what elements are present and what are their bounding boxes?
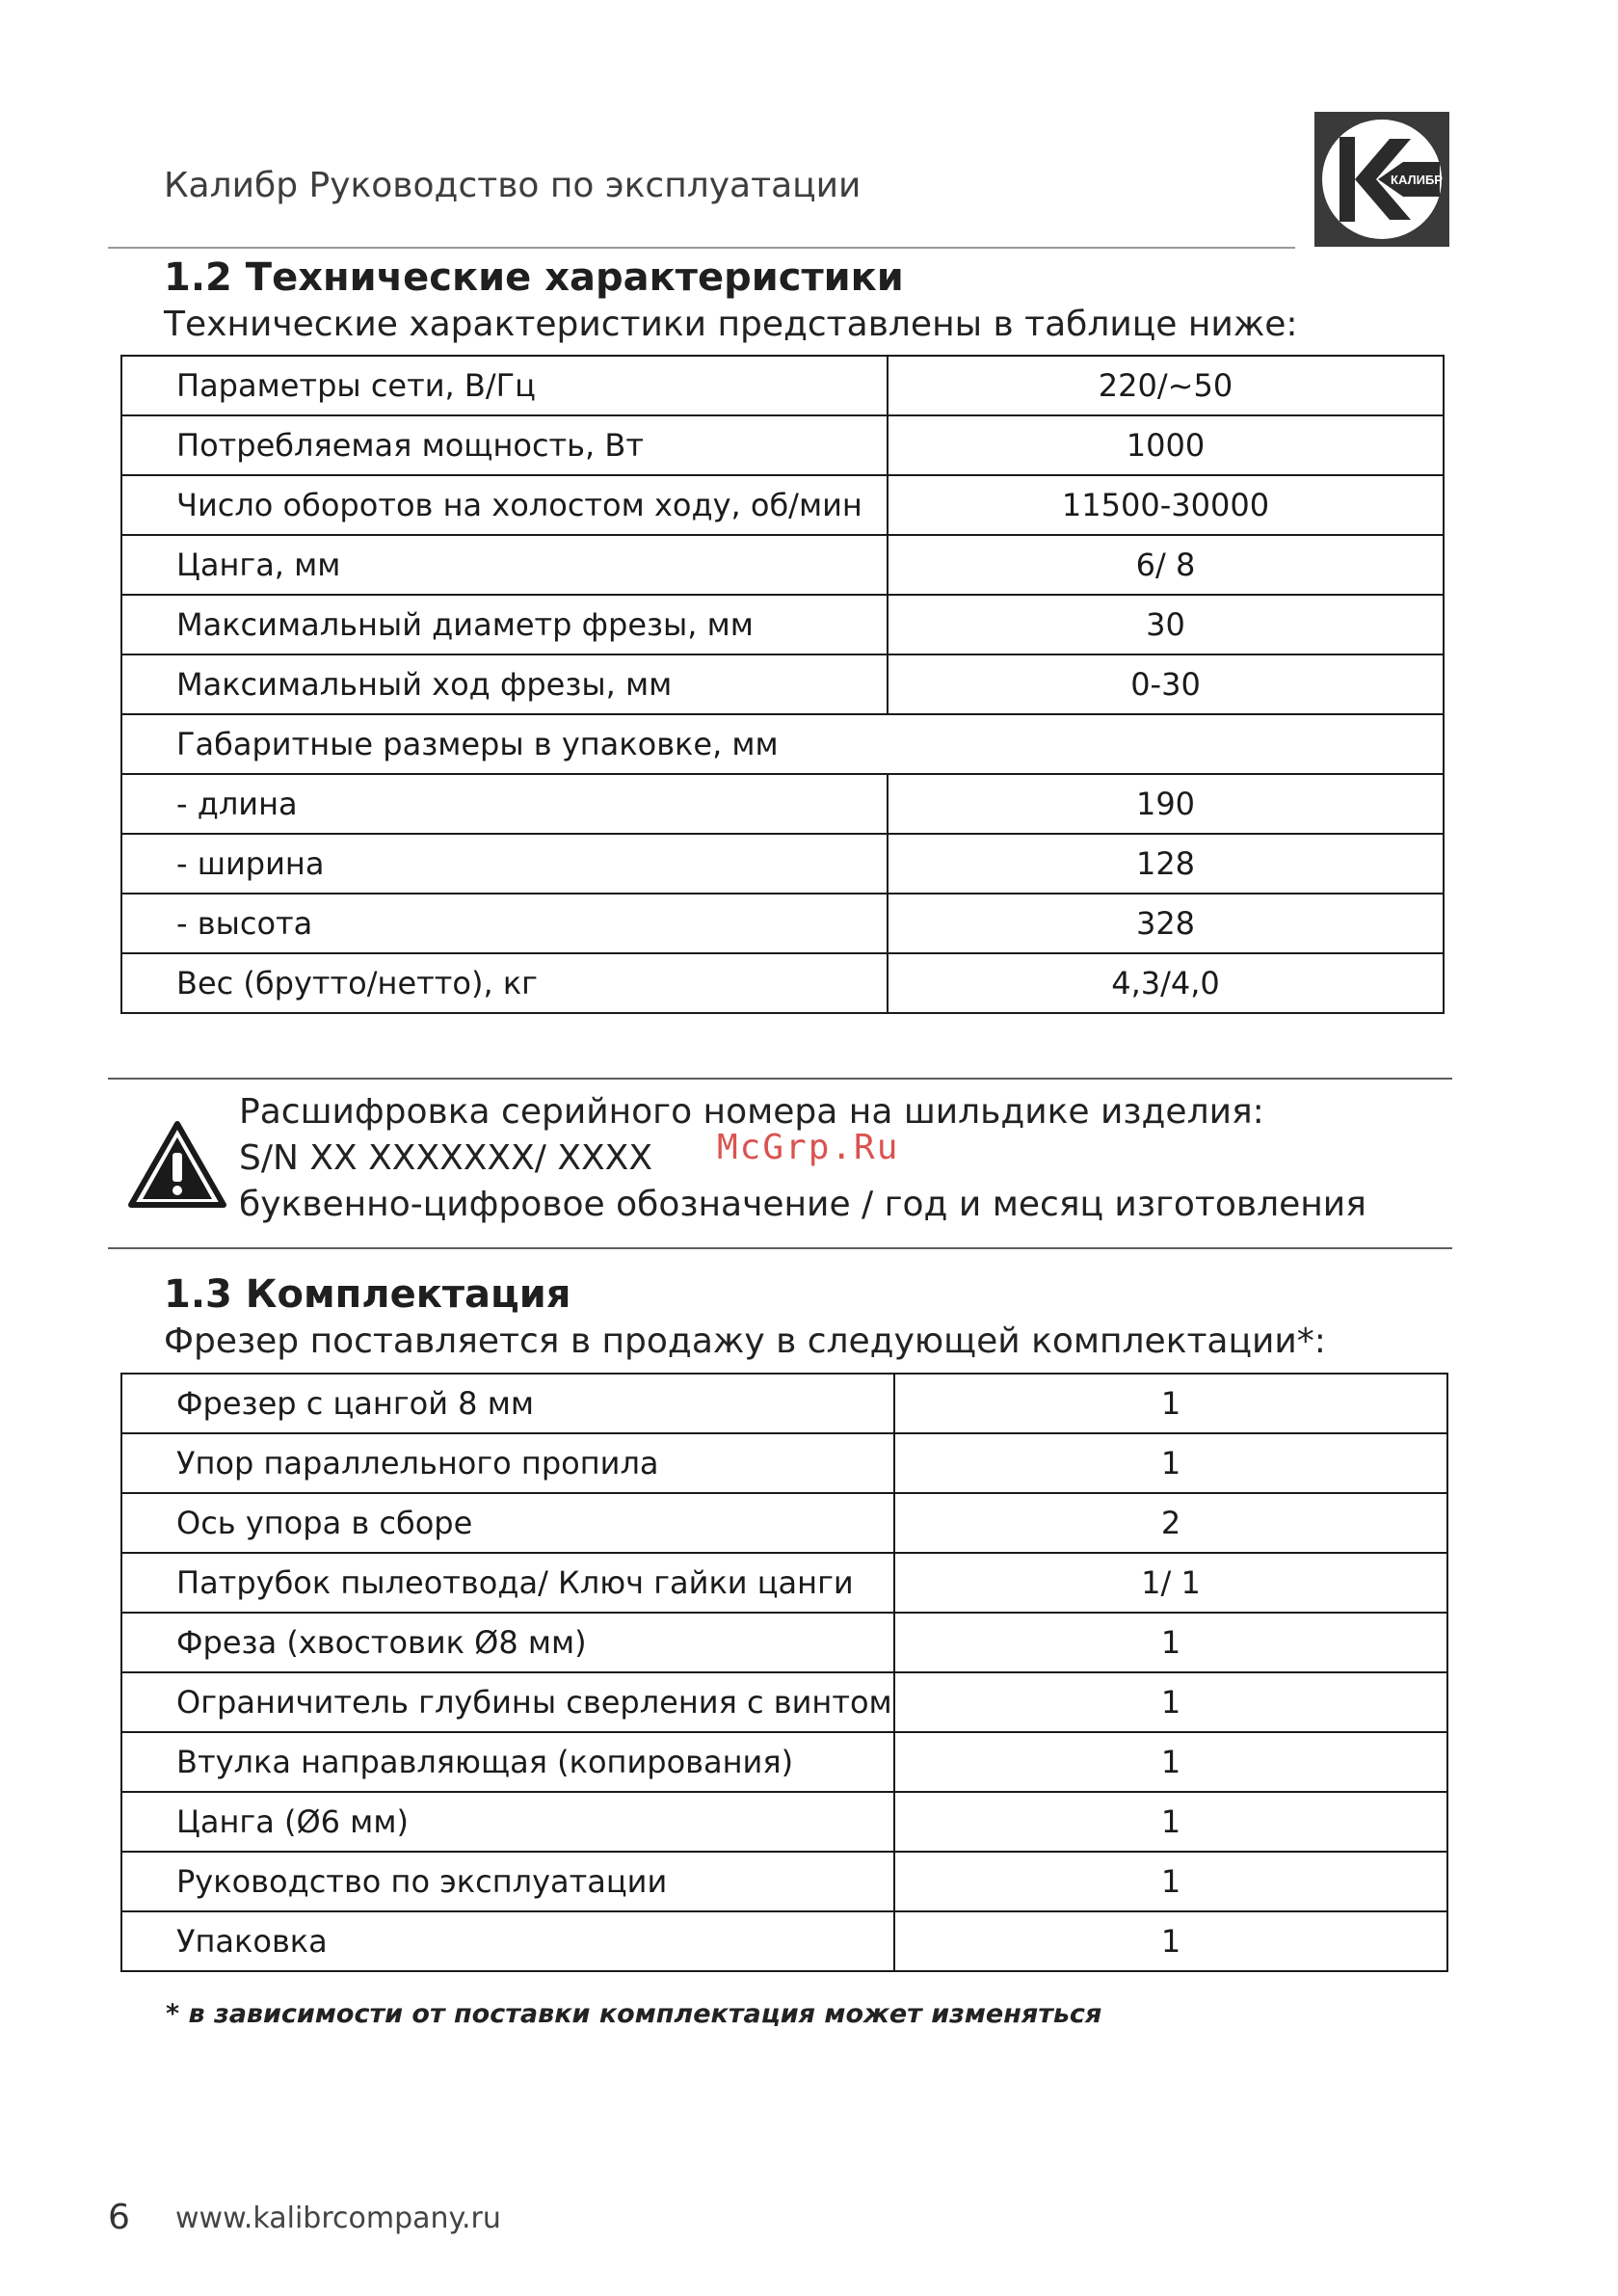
table-row: [121, 1852, 1447, 1911]
document-title: Калибр Руководство по эксплуатации: [164, 166, 862, 205]
kit-footnote: * в зависимости от поставки комплектация может изменяться: [166, 1999, 1102, 2029]
row-value: 1000: [888, 415, 1444, 475]
row-value: 1: [894, 1672, 1447, 1732]
watermark: McGrp.Ru: [717, 1128, 900, 1167]
table-row: [121, 774, 1444, 834]
table-row: [121, 1732, 1447, 1792]
row-label: Руководство по эксплуатации: [121, 1852, 894, 1911]
table-row: [121, 415, 1444, 475]
table-row: [121, 834, 1444, 894]
specs-table: [120, 355, 1445, 1014]
table-row: [121, 894, 1444, 953]
row-label: Вес (брутто/нетто), кг: [121, 953, 888, 1013]
serial-line-3: буквенно-цифровое обозначение / год и месяц изготовления: [239, 1185, 1366, 1224]
header-divider: [108, 247, 1295, 249]
specs-heading: 1.2 Технические характеристики: [164, 255, 904, 300]
serial-top-divider: [108, 1078, 1452, 1080]
row-label: Патрубок пылеотвода/ Ключ гайки цанги: [121, 1553, 894, 1613]
row-label: - длина: [121, 774, 888, 834]
row-value: 128: [888, 834, 1444, 894]
row-label: Максимальный ход фрезы, мм: [121, 654, 888, 714]
row-value: 30: [888, 595, 1444, 654]
row-label: Габаритные размеры в упаковке, мм: [121, 714, 1444, 774]
table-row: [121, 1613, 1447, 1672]
table-row: [121, 1493, 1447, 1553]
table-row: [121, 714, 1444, 774]
row-value: 1: [894, 1852, 1447, 1911]
table-row: [121, 953, 1444, 1013]
table-row: [121, 356, 1444, 415]
serial-line-1: Расшифровка серийного номера на шильдике изделия:: [239, 1092, 1264, 1132]
row-label: Цанга, мм: [121, 535, 888, 595]
row-label: Число оборотов на холостом ходу, об/мин: [121, 475, 888, 535]
kalibr-logo: [1314, 112, 1449, 247]
table-row: [121, 1374, 1447, 1433]
row-label: Ограничитель глубины сверления с винтом: [121, 1672, 894, 1732]
row-label: Максимальный диаметр фрезы, мм: [121, 595, 888, 654]
row-value: 1: [894, 1374, 1447, 1433]
website-link[interactable]: www.kalibrcompany.ru: [175, 2202, 501, 2235]
row-label: Цанга (Ø6 мм): [121, 1792, 894, 1852]
row-value: 11500-30000: [888, 475, 1444, 535]
row-label: Фрезер с цангой 8 мм: [121, 1374, 894, 1433]
kit-table: [120, 1373, 1448, 1972]
table-row: [121, 595, 1444, 654]
row-value: 220/~50: [888, 356, 1444, 415]
serial-line-2: S/N XX XXXXXXX/ XXXX: [239, 1138, 652, 1178]
table-row: [121, 1672, 1447, 1732]
table-row: [121, 1911, 1447, 1971]
row-value: 1: [894, 1732, 1447, 1792]
row-label: Ось упора в сборе: [121, 1493, 894, 1553]
row-value: 6/ 8: [888, 535, 1444, 595]
row-value: 2: [894, 1493, 1447, 1553]
warning-triangle-icon: [127, 1120, 227, 1209]
row-value: 1: [894, 1613, 1447, 1672]
table-row: [121, 654, 1444, 714]
table-row: [121, 1792, 1447, 1852]
page-number: 6: [108, 2198, 130, 2237]
row-label: Упаковка: [121, 1911, 894, 1971]
row-value: 1: [894, 1433, 1447, 1493]
row-label: - ширина: [121, 834, 888, 894]
row-label: Фреза (хвостовик Ø8 мм): [121, 1613, 894, 1672]
specs-intro: Технические характеристики представлены в таблице ниже:: [164, 305, 1298, 344]
row-label: Потребляемая мощность, Вт: [121, 415, 888, 475]
kit-heading: 1.3 Комплектация: [164, 1272, 571, 1317]
row-value: 1: [894, 1911, 1447, 1971]
table-row: [121, 535, 1444, 595]
serial-bottom-divider: [108, 1247, 1452, 1249]
logo-text: КАЛИБР: [1391, 173, 1443, 187]
row-label: Параметры сети, В/Гц: [121, 356, 888, 415]
kit-intro: Фрезер поставляется в продажу в следующей комплектации*:: [164, 1322, 1326, 1361]
row-label: Упор параллельного пропила: [121, 1433, 894, 1493]
table-row: [121, 475, 1444, 535]
row-label: Втулка направляющая (копирования): [121, 1732, 894, 1792]
row-value: 0-30: [888, 654, 1444, 714]
row-value: 190: [888, 774, 1444, 834]
row-value: 4,3/4,0: [888, 953, 1444, 1013]
row-value: 1: [894, 1792, 1447, 1852]
table-row: [121, 1553, 1447, 1613]
table-row: [121, 1433, 1447, 1493]
row-label: - высота: [121, 894, 888, 953]
row-value: 328: [888, 894, 1444, 953]
row-value: 1/ 1: [894, 1553, 1447, 1613]
